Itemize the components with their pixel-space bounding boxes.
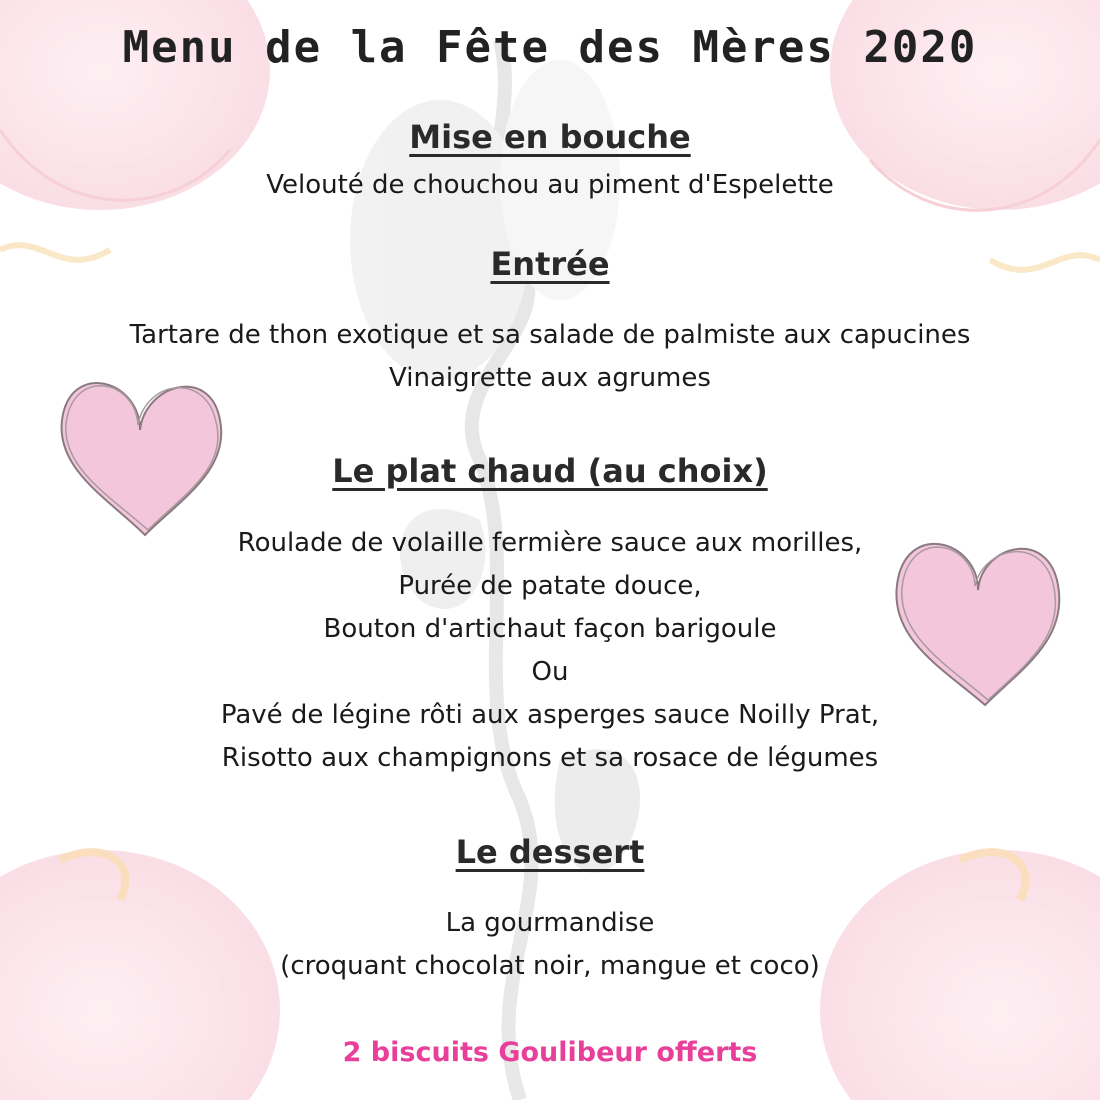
menu-line: (croquant chocolat noir, mangue et coco) bbox=[280, 951, 820, 981]
menu-line: Tartare de thon exotique et sa salade de palmiste aux capucines bbox=[129, 320, 971, 350]
menu-line: Purée de patate douce, bbox=[398, 571, 702, 601]
menu-line: Velouté de chouchou au piment d'Espelette bbox=[266, 170, 834, 200]
menu-line: Vinaigrette aux agrumes bbox=[389, 363, 711, 393]
section-heading-mise-en-bouche: Mise en bouche bbox=[409, 118, 691, 156]
section-heading-plat-chaud: Le plat chaud (au choix) bbox=[332, 452, 768, 490]
menu-line: Pavé de légine rôti aux asperges sauce Noilly Prat, bbox=[220, 700, 880, 730]
menu-title: Menu de la Fête des Mères 2020 bbox=[122, 22, 978, 73]
section-heading-dessert: Le dessert bbox=[455, 833, 645, 871]
menu-line: Ou bbox=[531, 657, 569, 687]
menu-line: La gourmandise bbox=[445, 908, 655, 938]
offer-note: 2 biscuits Goulibeur offerts bbox=[342, 1037, 758, 1068]
menu-line: Risotto aux champignons et sa rosace de légumes bbox=[221, 743, 879, 773]
menu-line: Bouton d'artichaut façon barigoule bbox=[323, 614, 777, 644]
section-heading-entree: Entrée bbox=[490, 245, 610, 283]
menu-line: Roulade de volaille fermière sauce aux morilles, bbox=[237, 528, 863, 558]
